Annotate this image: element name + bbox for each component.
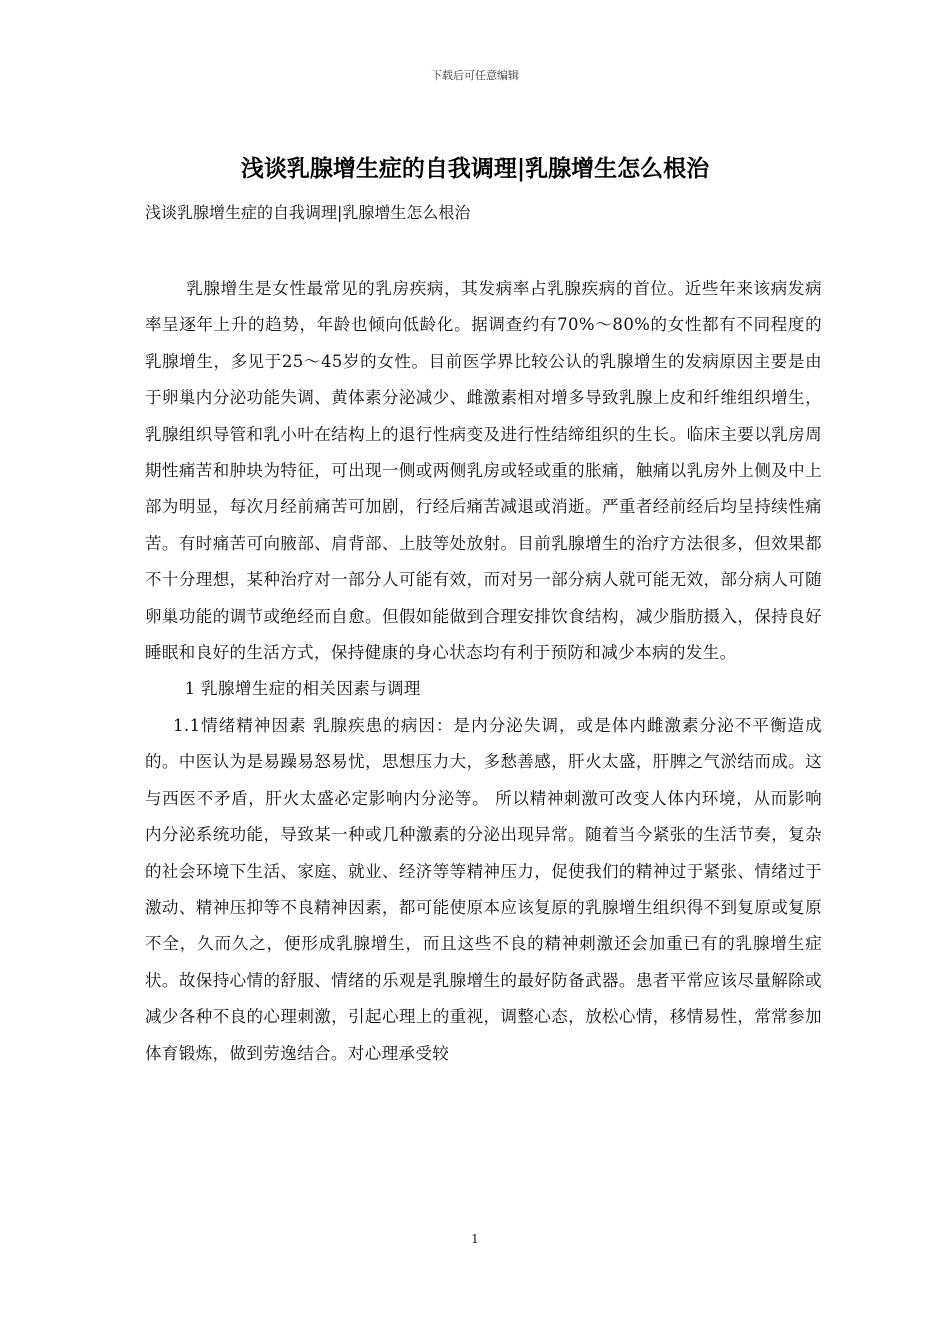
section-1-1-paragraph: 1.1情绪精神因素 乳腺疾患的病因：是内分泌失调，或是体内雌激素分泌不平衡造成的。中医认为是易躁易怒易忧，思想压力大，多愁善感，肝火太盛，肝脾之气淤结而成。这与西医不矛盾，肝火太盛必定影响内分泌等。 所以精神刺激可改变人体内环境，从而影响内分泌系统功能，导致某一种或几种激素的分泌出现异常。随着当今紧张的生活节奏，复杂的社会环境下生活、家庭、就业、经济等等精神压力，促使我们的精神过于紧张、情绪过于激动、精神压抑等不良精神因素，都可能使原本应该复原的乳腺增生组织得不到复原或复原不全，久而久之，便形成乳腺增生，而且这些不良的精神刺激还会加重已有的乳腺增生症状。故保持心情的舒服、情绪的乐观是乳腺增生的最好防备武器。患者平常应该尽量解除或减少各种不良的心理刺激，引起心理上的重视，调整心态，放松心情，移情易性，常常参加体育锻炼，做到劳逸结合。对心理承受较: [145, 715, 822, 1063]
document-title: 浅谈乳腺增生症的自我调理|乳腺增生怎么根治: [240, 155, 710, 182]
document-subtitle: 浅谈乳腺增生症的自我调理|乳腺增生怎么根治: [145, 203, 471, 222]
intro-paragraph: 乳腺增生是女性最常见的乳房疾病，其发病率占乳腺疾病的首位。近些年来该病发病率呈逐年上升的趋势，年龄也倾向低龄化。据调查约有70%～80%的女性都有不同程度的乳腺增生，多见于25～45岁的女性。目前医学界比较公认的乳腺增生的发病原因主要是由于卵巢内分泌功能失调、黄体素分泌减少、雌激素相对增多导致乳腺上皮和纤维组织增生，乳腺组织导管和乳小叶在结构上的退行性病变及进行性结缔组织的生长。临床主要以乳房周期性痛苦和肿块为特征，可出现一侧或两侧乳房或轻或重的胀痛，触痛以乳房外上侧及中上部为明显，每次月经前痛苦可加剧，行经后痛苦减退或消逝。严重者经前经后均呈持续性痛苦。有时痛苦可向腋部、肩背部、上肢等处放射。目前乳腺增生的治疗方法很多，但效果都不十分理想，某种治疗对一部分人可能有效，而对另一部分病人就可能无效，部分病人可随卵巢功能的调节或绝经而自愈。但假如能做到合理安排饮食结构，减少脂肪摄入，保持良好睡眠和良好的生活方式，保持健康的身心状态均有利于预防和减少本病的发生。: [145, 279, 822, 663]
section-heading: 1 乳腺增生症的相关因素与调理: [184, 679, 421, 699]
header-note: 下载后可任意编辑: [431, 69, 519, 82]
document-body: [145, 271, 822, 1072]
page-number: 1: [471, 1232, 479, 1246]
